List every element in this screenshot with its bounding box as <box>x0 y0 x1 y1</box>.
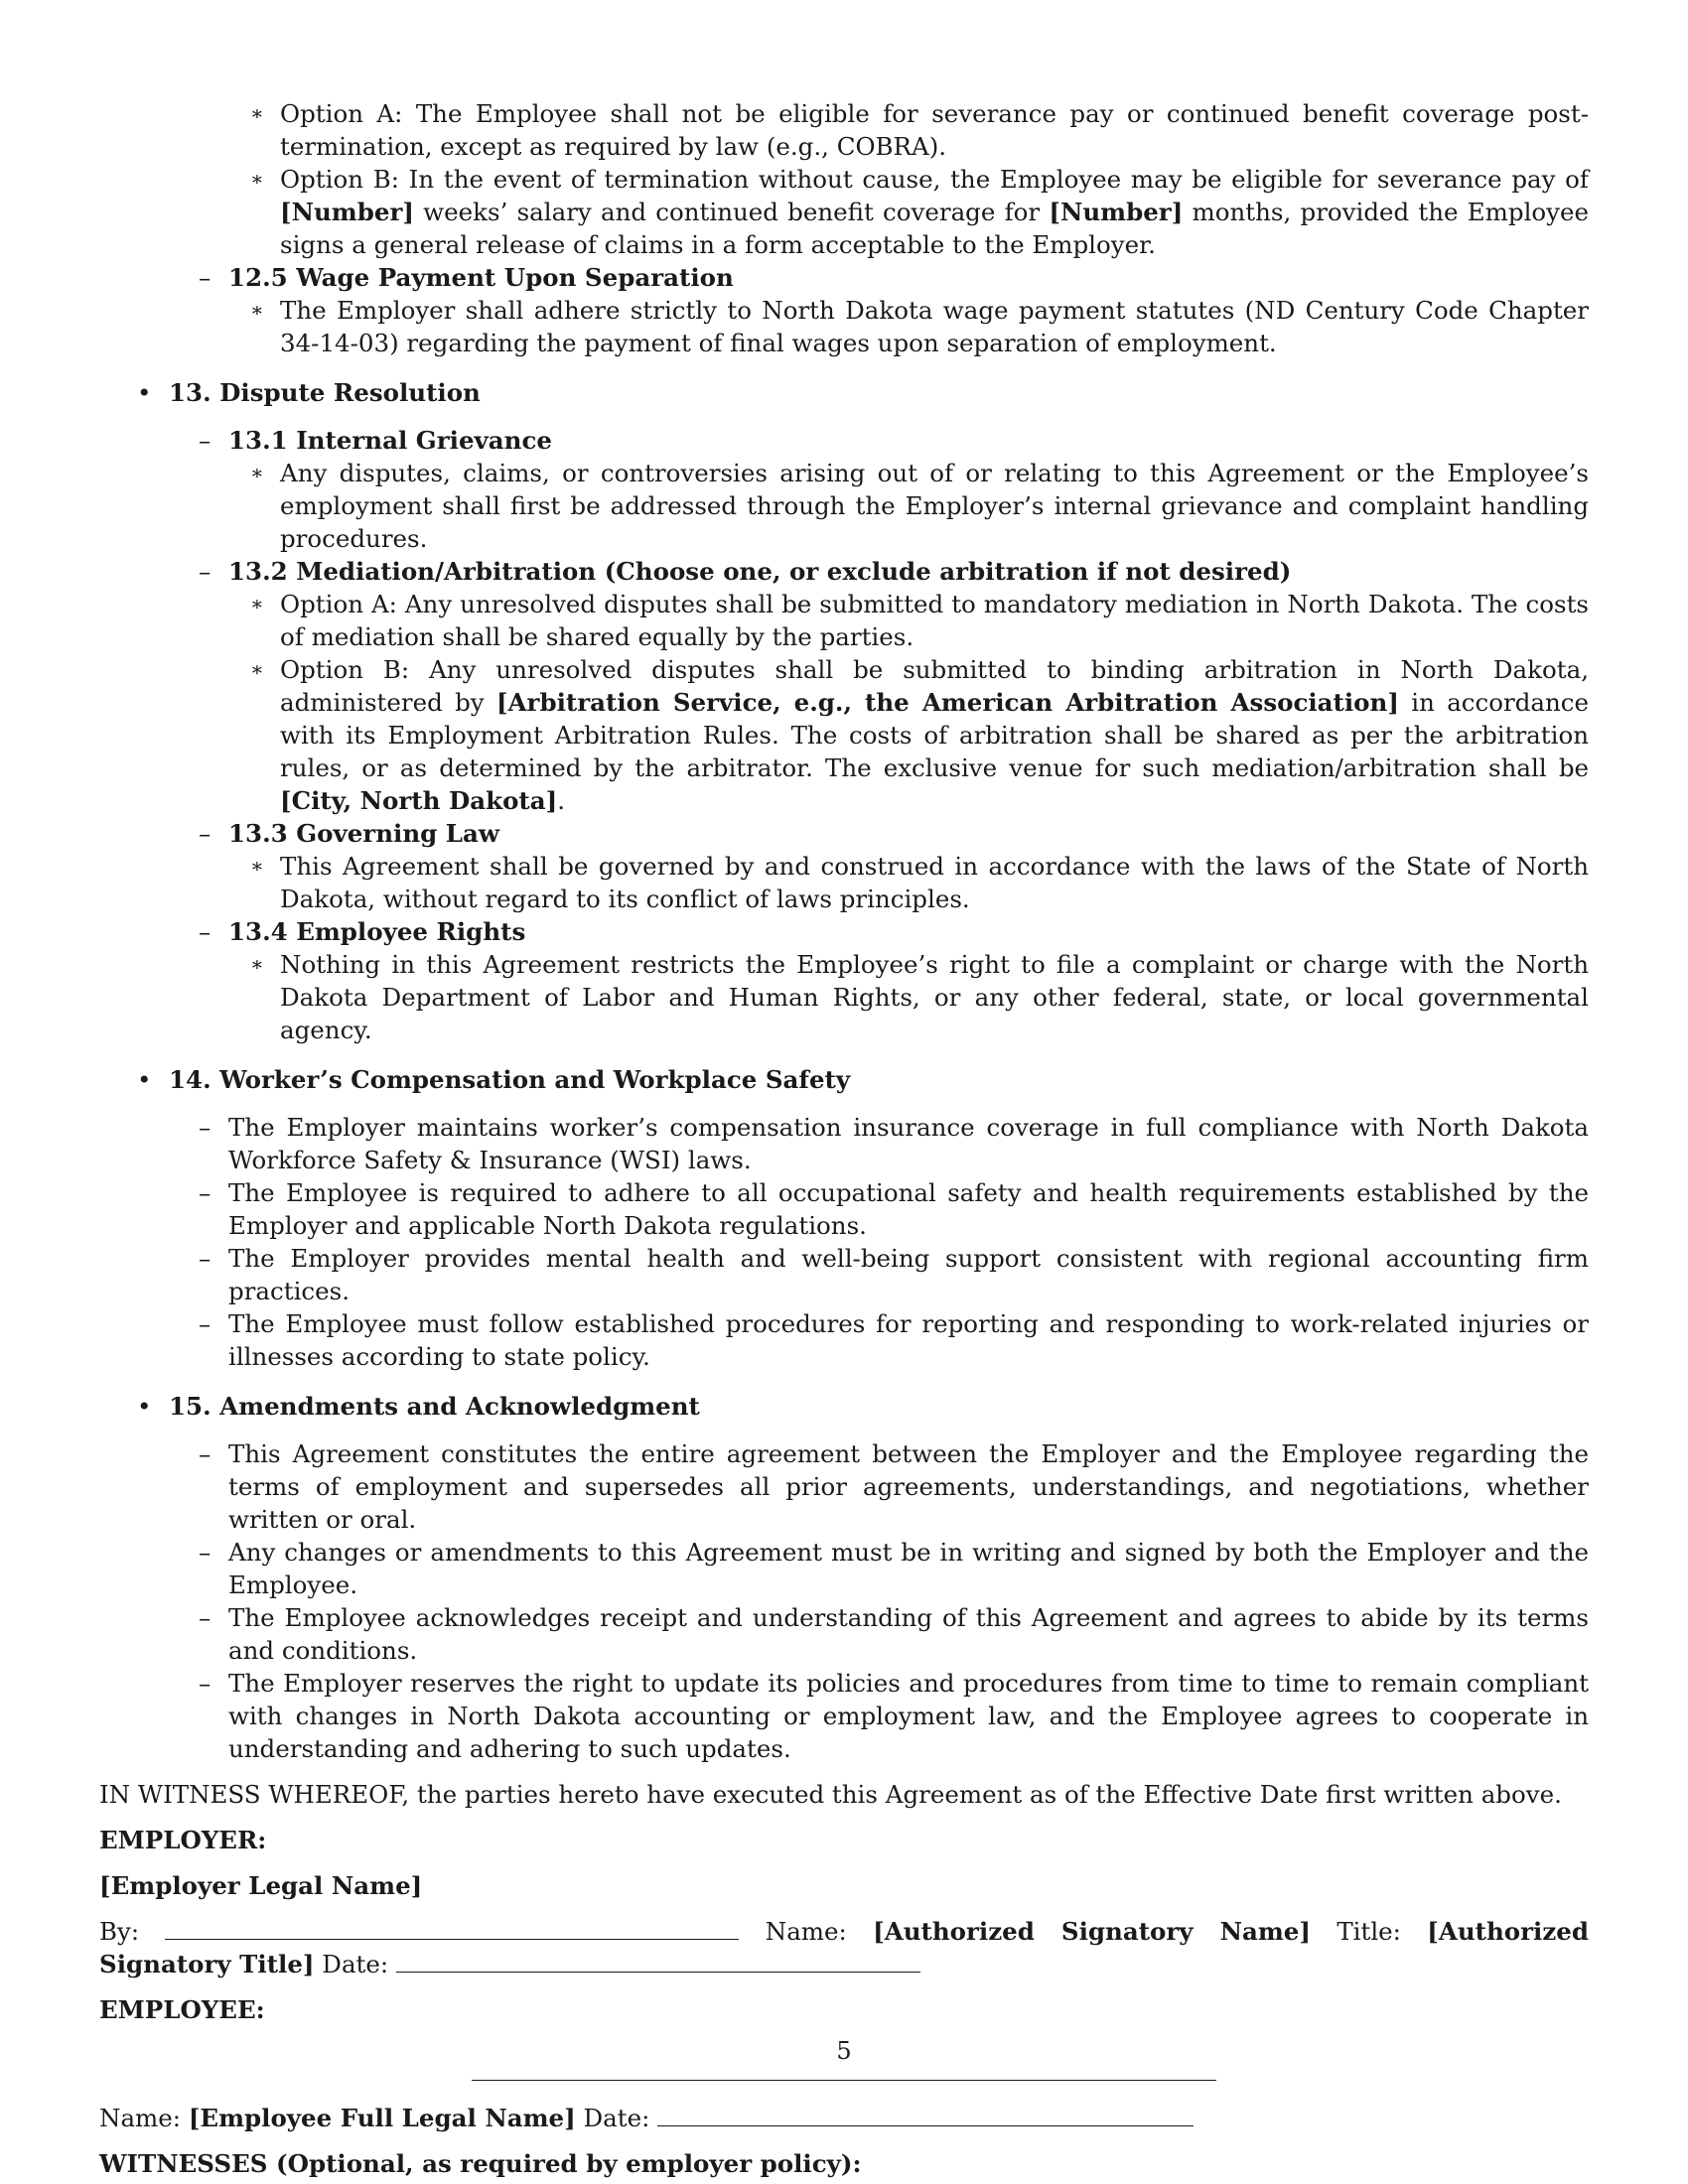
list-item: ∗ Any disputes, claims, or controversies arising out of or relating to this Agreement or the Employee’s employment shall first be addressed through the Employer’s internal grievance and complaint handling procedures. <box>250 459 1589 553</box>
dash-bullet-icon: – <box>199 1309 211 1338</box>
dash-bullet-icon: – <box>199 557 211 586</box>
list-item: ∗ The Employer shall adhere strictly to North Dakota wage payment statutes (ND Century Code Chapter 34-14-03) regarding the payment of final wages upon separation of employment. <box>250 296 1589 357</box>
subsection-heading: – 13.1 Internal Grievance <box>199 426 552 455</box>
city-placeholder: [City, North Dakota] <box>280 786 558 815</box>
list-item: – The Employee acknowledges receipt and understanding of this Agreement and agrees to abide by its terms and conditions. <box>199 1603 1589 1665</box>
asterisk-bullet-icon: ∗ <box>250 592 264 615</box>
asterisk-bullet-icon: ∗ <box>250 167 264 191</box>
option-b-text-2: weeks’ salary and continued benefit coverage for <box>413 198 1050 226</box>
subsection-heading: – 13.2 Mediation/Arbitration (Choose one, or exclude arbitration if not desired) <box>199 557 1292 586</box>
employee-name-row: Name: [Employee Full Legal Name] Date: <box>99 2102 1589 2134</box>
list-item: – The Employee is required to adhere to all occupational safety and health requirements established by the Employer and applicable North Dakota regulations. <box>199 1178 1589 1240</box>
list-item: – Any changes or amendments to this Agreement must be in writing and signed by both the Employer and the Employee. <box>199 1538 1589 1599</box>
employer-signature-line[interactable] <box>165 1917 739 1940</box>
asterisk-bullet-icon: ∗ <box>250 952 264 976</box>
list-item: ∗ Nothing in this Agreement restricts the Employee’s right to file a complaint or charge with the North Dakota Department of Labor and Human Rights, or any other federal, state, or local governmental agency. <box>250 950 1589 1044</box>
dash-bullet-icon: – <box>199 1538 211 1567</box>
asterisk-bullet-icon: ∗ <box>250 854 264 878</box>
bullet-icon: • <box>137 1392 152 1421</box>
employee-heading: EMPLOYEE: <box>99 1995 265 2024</box>
asterisk-bullet-icon: ∗ <box>250 461 264 484</box>
option-b-text-3: months, provided the Employee signs a general release of claims in a form acceptable to the Employer. <box>280 198 1590 259</box>
dash-bullet-icon: – <box>199 426 211 455</box>
list-item: ∗ Option B: Any unresolved disputes shall be submitted to binding arbitration in North Dakota, administered by [Arbitration Service, e.g., the American Arbitration Association] in accordance with its Employment Arbitration Rules. The costs of arbitration shall be shared as per the arbitration rules, or as determined by the arbitrator. The exclusive venue for such mediation/arbitration shall be [City, North Dakota]. <box>250 655 1589 815</box>
section-heading: • 14. Worker’s Compensation and Workplace Safety <box>137 1065 851 1094</box>
option-b-text-1: Option B: In the event of termination without cause, the Employee may be eligible for severance pay of <box>280 165 1589 194</box>
employer-heading: EMPLOYER: <box>99 1826 267 1854</box>
dash-bullet-icon: – <box>199 1669 211 1698</box>
bullet-icon: • <box>137 1065 152 1094</box>
document-page <box>99 97 1590 2178</box>
witnesses-heading: WITNESSES (Optional, as required by employer policy): <box>99 2149 862 2178</box>
section-heading: • 13. Dispute Resolution <box>137 378 481 407</box>
arbitration-service-placeholder: [Arbitration Service, e.g., the American Arbitration Association] <box>495 688 1399 717</box>
number-placeholder: [Number] <box>280 198 414 226</box>
list-item: – The Employer provides mental health and well-being support consistent with regional accounting firm practices. <box>199 1244 1589 1305</box>
list-item: – The Employee must follow established procedures for reporting and responding to work-related injuries or illnesses according to state policy. <box>199 1309 1589 1371</box>
dash-bullet-icon: – <box>199 1244 211 1273</box>
list-item <box>250 97 1589 163</box>
dash-bullet-icon: – <box>199 917 211 946</box>
asterisk-bullet-icon: ∗ <box>250 657 264 681</box>
employer-signature-block: By: Name: [Authorized Signatory Name] Title: [Authorized Signatory Title] Date: <box>99 1917 1589 1979</box>
dash-bullet-icon: – <box>199 1113 211 1142</box>
page-number: 5 <box>836 2037 852 2065</box>
dash-bullet-icon: – <box>199 1603 211 1632</box>
employer-date-line[interactable] <box>396 1950 920 1973</box>
list-item: ∗ Option A: Any unresolved disputes shall be submitted to mandatory mediation in North Dakota. The costs of mediation shall be shared equally by the parties. <box>250 590 1589 651</box>
list-item: – This Agreement constitutes the entire agreement between the Employer and the Employee regarding the terms of employment and supersedes all prior agreements, understandings, and negotiations, whether written or oral. <box>199 1439 1589 1534</box>
dash-bullet-icon: – <box>199 1178 211 1207</box>
list-item: ∗ This Agreement shall be governed by and construed in accordance with the laws of the State of North Dakota, without regard to its conflict of laws principles. <box>250 852 1589 913</box>
dash-bullet-icon: – <box>199 819 211 848</box>
subsection-heading: – 13.4 Employee Rights <box>199 917 526 946</box>
employer-legal-name: [Employer Legal Name] <box>99 1871 423 1900</box>
witness-clause: IN WITNESS WHEREOF, the parties hereto have executed this Agreement as of the Effective Date first written above. <box>99 1780 1562 1809</box>
subsection-heading: – 13.3 Governing Law <box>199 819 499 848</box>
asterisk-bullet-icon: ∗ <box>250 298 264 322</box>
dash-bullet-icon: – <box>199 1439 211 1468</box>
dash-bullet-icon: – <box>199 263 211 292</box>
asterisk-bullet-icon: ∗ <box>250 101 264 125</box>
section-heading: • 15. Amendments and Acknowledgment <box>137 1392 700 1421</box>
list-item: – The Employer reserves the right to update its policies and procedures from time to time to remain compliant with changes in North Dakota accounting or employment law, and the Employee agrees to cooperate in understanding and adhering to such updates. <box>199 1669 1589 1763</box>
signatory-title-placeholder: [Authorized Signatory Title] <box>99 1917 1589 1979</box>
signatory-name-placeholder: [Authorized Signatory Name] <box>873 1917 1311 1946</box>
employee-name-placeholder: [Employee Full Legal Name] <box>188 2104 576 2132</box>
option-a-text: Option A: The Employee shall not be eligible for severance pay or continued benefit coverage post-termination, except as required by law (e.g., COBRA). <box>280 99 1589 161</box>
list-item <box>250 163 1590 261</box>
subsection-heading: – 12.5 Wage Payment Upon Separation <box>199 263 734 292</box>
list-item: – The Employer maintains worker’s compensation insurance coverage in full compliance with North Dakota Workforce Safety & Insurance (WSI) laws. <box>199 1113 1589 1174</box>
bullet-icon: • <box>137 378 152 407</box>
number-placeholder: [Number] <box>1049 198 1184 226</box>
employee-date-line[interactable] <box>657 2104 1194 2126</box>
